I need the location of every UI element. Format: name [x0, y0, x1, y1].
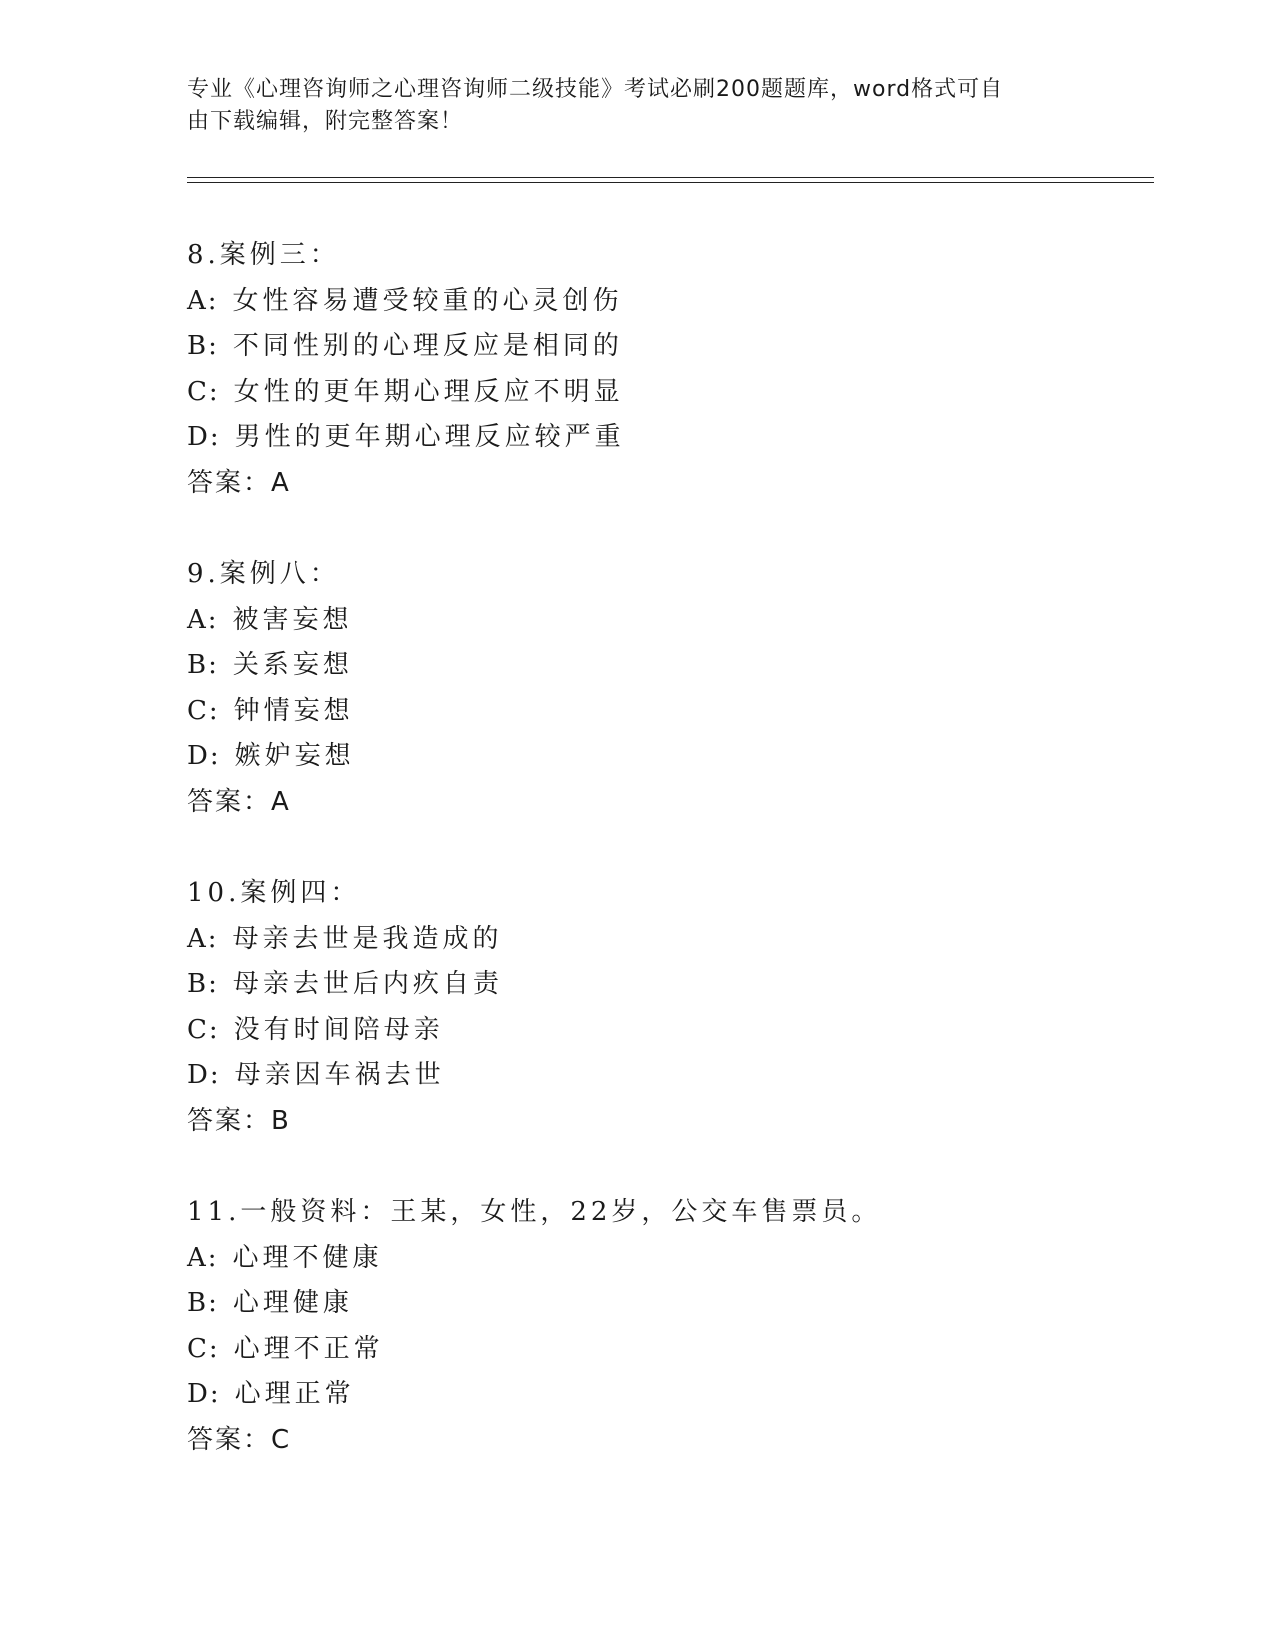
- answer-label: 答案：A: [187, 467, 291, 498]
- option-d: D: 男性的更年期心理反应较严重: [187, 422, 625, 452]
- option-b: B: 心理健康: [187, 1288, 353, 1318]
- option-c: C: 没有时间陪母亲: [187, 1014, 444, 1045]
- option-c: C: 钟情妄想: [187, 695, 354, 726]
- question-11: [187, 1190, 1147, 1463]
- header-line-1: 专业《心理咨询师之心理咨询师二级技能》考试必刷200题题库，word格式可自: [187, 77, 1004, 102]
- header-divider-bottom: [187, 182, 1154, 183]
- option-a: A: 心理不健康: [187, 1242, 383, 1273]
- question-8: [187, 233, 1147, 506]
- option-a: A: 被害妄想: [187, 604, 353, 635]
- option-d: D: 嫉妒妄想: [187, 741, 355, 771]
- option-b: B: 不同性别的心理反应是相同的: [187, 331, 623, 361]
- question-stem: 11.一般资料：王某，女性，22岁，公交车售票员。: [187, 1197, 882, 1227]
- option-c: C: 心理不正常: [187, 1333, 384, 1364]
- question-10: [187, 871, 1147, 1144]
- answer-label: 答案：C: [187, 1424, 292, 1455]
- answer-label: 答案：A: [187, 786, 291, 817]
- option-a: A: 女性容易遭受较重的心灵创伤: [187, 285, 623, 316]
- option-c: C: 女性的更年期心理反应不明显: [187, 376, 624, 407]
- option-b: B: 母亲去世后内疚自责: [187, 969, 503, 999]
- question-9: [187, 552, 1147, 825]
- question-stem: 9.案例八：: [187, 559, 340, 589]
- header-divider-top: [187, 177, 1154, 178]
- document-header: [187, 74, 1067, 138]
- option-a: A: 母亲去世是我造成的: [187, 923, 503, 954]
- question-stem: 10.案例四：: [187, 878, 361, 908]
- question-list: [187, 233, 1147, 1509]
- header-line-2: 由下载编辑，附完整答案！: [187, 109, 464, 134]
- answer-label: 答案：B: [187, 1105, 291, 1136]
- option-b: B: 关系妄想: [187, 650, 353, 680]
- option-d: D: 母亲因车祸去世: [187, 1060, 445, 1090]
- option-d: D: 心理正常: [187, 1379, 355, 1409]
- question-stem: 8.案例三：: [187, 240, 340, 270]
